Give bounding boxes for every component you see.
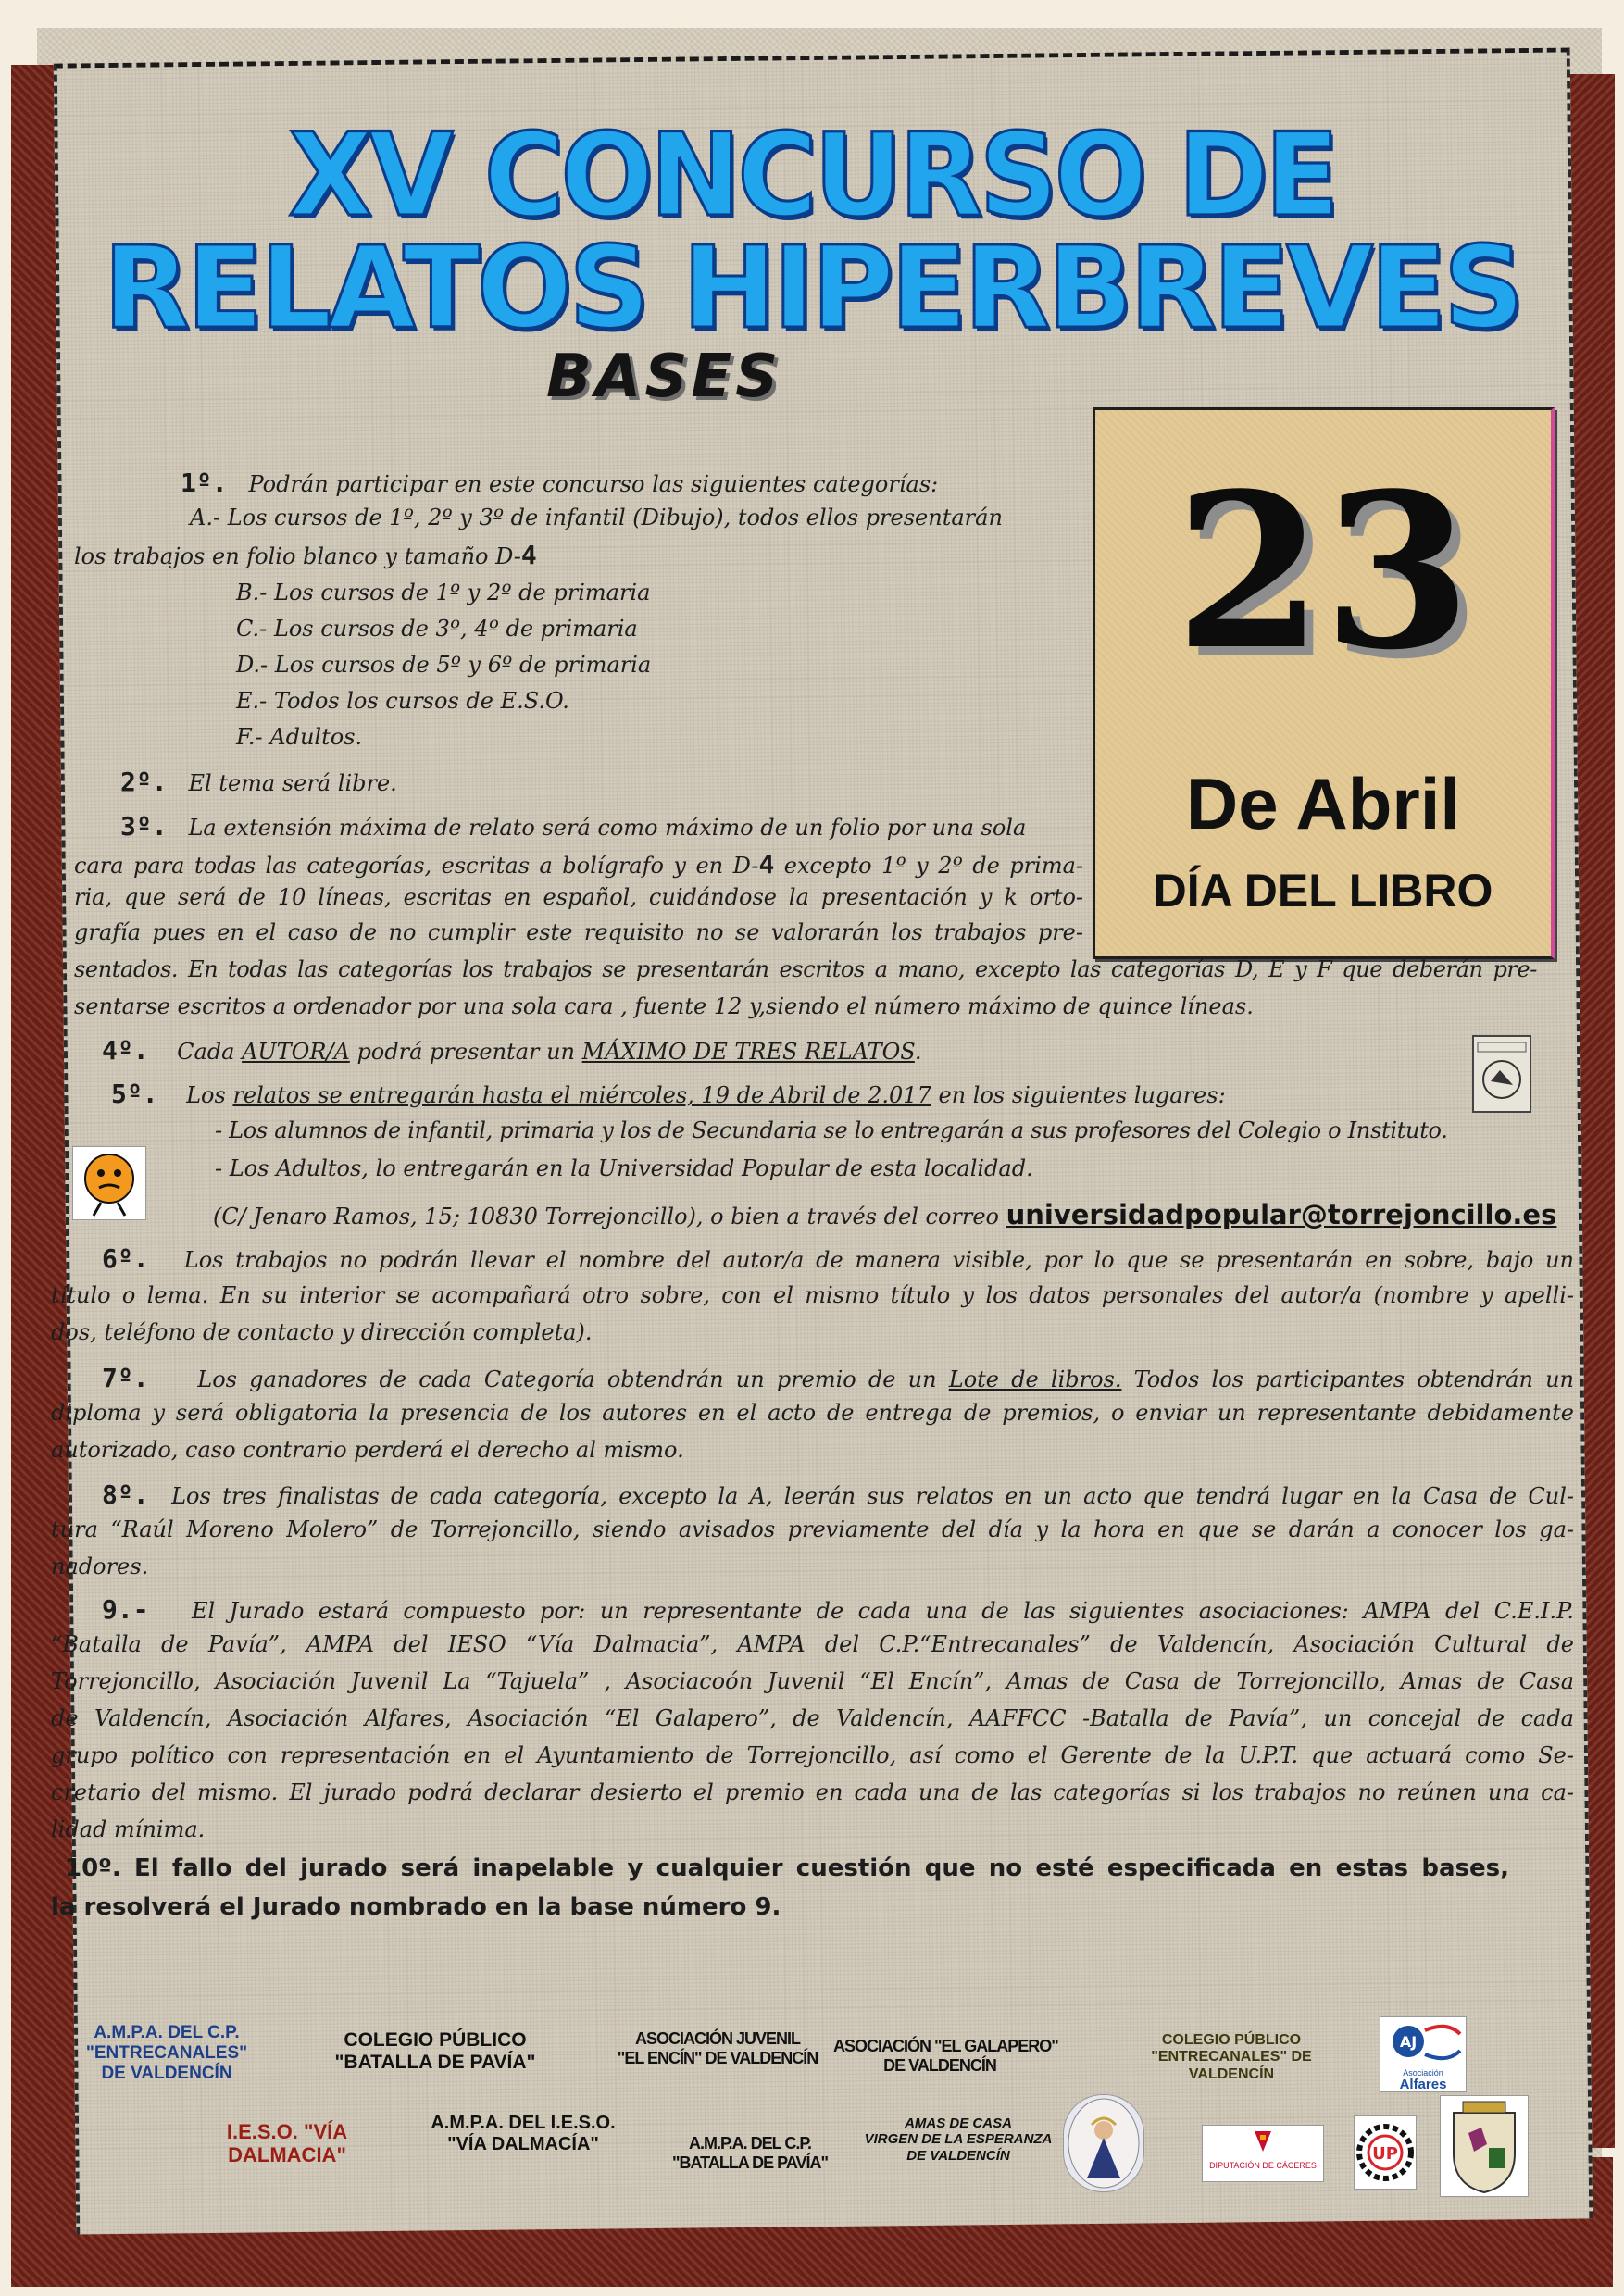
sponsor-text: DALMACIA" bbox=[228, 2143, 346, 2167]
school-stamp-icon bbox=[1472, 1035, 1531, 1113]
rule-2 bbox=[120, 767, 397, 797]
rule-8-line-2: tura “Raúl Moreno Molero” de Torrejoncillo, siendo avisados previamente del día y la hora en que se darán a conocer los ga- bbox=[51, 1516, 1574, 1542]
rule-text: La extensión máxima de relato será como máximo de un folio por una sola bbox=[188, 815, 1027, 841]
rule-text-underlined: AUTOR/A bbox=[242, 1039, 350, 1065]
rule-9-line-7: lidad mínima. bbox=[51, 1816, 206, 1842]
rule-text: El tema será libre. bbox=[188, 770, 397, 796]
subtitle-bases: BASES bbox=[546, 343, 782, 411]
rule-number: 3º. bbox=[120, 811, 168, 842]
rule-7-line-1 bbox=[102, 1363, 1574, 1393]
coat-of-arms-icon bbox=[1440, 2095, 1529, 2197]
rule-number: 9.- bbox=[102, 1594, 149, 1625]
rule-6-line-3: dos, teléfono de contacto y dirección completa). bbox=[51, 1319, 593, 1345]
category-e: E.- Todos los cursos de E.S.O. bbox=[236, 688, 569, 714]
date-day: 23 bbox=[1174, 447, 1472, 697]
rule-3-line-4: grafía pues en el caso de no cumplir este requisito no se valorarán los trabajos pre- bbox=[74, 919, 1083, 945]
sponsor-cp-entrecanales bbox=[1134, 2032, 1329, 2083]
sponsor-text: Asociación bbox=[1403, 2068, 1443, 2078]
rule-8-line-3: nadores. bbox=[51, 1554, 149, 1579]
rule-text: . bbox=[914, 1039, 922, 1065]
category-a-line-2 bbox=[74, 540, 537, 570]
rule-8-line-1 bbox=[102, 1479, 1574, 1510]
rule-5-line-4 bbox=[213, 1199, 1556, 1230]
sponsor-text: DE VALDENCÍN bbox=[883, 2055, 996, 2075]
rule-3-line-5: sentados. En todas las categorías los trabajos se presentarán escritos a mano, excepto las categorías D, E y F que deberán pre- bbox=[74, 956, 1537, 982]
rule-9-line-5: grupo político con representación en el Ayuntamiento de Torrejoncillo, así como el Gerente de la U.P.T. que actuará como Se- bbox=[51, 1742, 1574, 1768]
sponsor-text: "VÍA DALMACÍA" bbox=[447, 2134, 599, 2154]
sponsor-text: "ENTRECANALES" bbox=[85, 2042, 248, 2063]
rule-5-line-3: - Los Adultos, lo entregarán en la Universidad Popular de esta localidad. bbox=[215, 1155, 1033, 1181]
rule-text: los trabajos en folio blanco y tamaño D- bbox=[74, 543, 521, 569]
rule-1-intro bbox=[181, 468, 938, 498]
sponsor-text: "ENTRECANALES" DE bbox=[1151, 2049, 1312, 2065]
rule-text-underlined: relatos se entregarán hasta el miércoles, 19 de Abril de 2.017 bbox=[232, 1082, 931, 1108]
rule-text: (C/ Jenaro Ramos, 15; 10830 Torrejoncillo), o bien a través del correo bbox=[213, 1204, 1006, 1229]
rule-9-line-4: de Valdencín, Asociación Alfares, Asociación “El Galapero”, de Valdencín, AAFFCC -Batalla de Pavía”, un concejal de cada bbox=[51, 1705, 1574, 1731]
rule-text: Cada bbox=[177, 1039, 243, 1065]
rule-10-line-2: la resolverá el Jurado nombrado en la base número 9. bbox=[51, 1893, 781, 1921]
sponsor-ieso-via-dalmacia bbox=[194, 2120, 380, 2167]
rule-3-line-3: ria, que será de 10 líneas, escritas en español, cuidándose la presentación y k orto- bbox=[74, 884, 1083, 910]
rule-6-line-1 bbox=[102, 1243, 1574, 1274]
rule-4 bbox=[102, 1035, 922, 1066]
sponsor-text: AMAS DE CASA bbox=[905, 2115, 1012, 2131]
date-box bbox=[1093, 407, 1555, 959]
rule-number: 8º. bbox=[102, 1479, 149, 1510]
rule-3-line-1 bbox=[120, 811, 1026, 842]
rule-7-line-2: diploma y será obligatoria la presencia de los autores en el acto de entrega de premios, o enviar un representante debidamente bbox=[51, 1400, 1574, 1426]
category-f: F.- Adultos. bbox=[236, 724, 363, 750]
rule-3-line-6: sentarse escritos a ordenador por una sola cara , fuente 12 y,siendo el número máximo de quince líneas. bbox=[74, 993, 1254, 1019]
rule-5-line-1 bbox=[111, 1079, 1226, 1109]
rule-text: podrá presentar un bbox=[349, 1039, 582, 1065]
rule-9-line-6: cretario del mismo. El jurado podrá declarar desierto el premio en cada una de las categorías si los trabajos no reúnen una ca- bbox=[51, 1779, 1574, 1805]
rule-number: 7º. bbox=[102, 1363, 149, 1393]
rule-text: cara para todas las categorías, escritas a bolígrafo y en D- bbox=[74, 853, 759, 879]
sponsor-galapero bbox=[833, 2037, 1058, 2075]
sponsor-amas-de-casa bbox=[852, 2115, 1065, 2164]
rule-number: 1º. bbox=[181, 468, 228, 498]
sponsor-text: DIPUTACIÓN DE CÁCERES bbox=[1209, 2161, 1317, 2170]
sponsor-text: I.E.S.O. "VÍA bbox=[226, 2120, 348, 2143]
sponsor-text: COLEGIO PÚBLICO bbox=[1161, 2032, 1302, 2048]
virgin-image-icon bbox=[1063, 2094, 1144, 2192]
sponsor-ampa-entrecanales bbox=[65, 2023, 269, 2084]
sponsor-text: DE VALDENCÍN bbox=[101, 2063, 232, 2083]
rule-number: 5º. bbox=[111, 1079, 158, 1109]
category-c: C.- Los cursos de 3º, 4º de primaria bbox=[236, 616, 638, 642]
sponsor-text: COLEGIO PÚBLICO bbox=[344, 2029, 527, 2051]
rule-7-line-3: autorizado, caso contrario perderá el derecho al mismo. bbox=[51, 1437, 684, 1463]
sponsor-ampa-batalla-pavia bbox=[648, 2134, 852, 2172]
email-link[interactable]: universidadpopular@torrejoncillo.es bbox=[1006, 1199, 1557, 1230]
title-line-2: RELATOS HIPERBREVES bbox=[103, 222, 1521, 354]
rule-9-line-2: “Batalla de Pavía”, AMPA del IESO “Vía Dalmacia”, AMPA del C.P.“Entrecanales” de Valdencín, Asociación Cultural de bbox=[51, 1631, 1574, 1657]
diputacion-caceres-logo bbox=[1202, 2125, 1324, 2182]
category-b: B.- Los cursos de 1º y 2º de primaria bbox=[236, 580, 651, 605]
cartoon-face-icon bbox=[72, 1146, 146, 1220]
sponsor-text: VALDENCÍN bbox=[1188, 2065, 1275, 2082]
sponsor-asoc-juvenil-encin bbox=[616, 2029, 819, 2067]
rule-text-underlined: MÁXIMO DE TRES RELATOS bbox=[581, 1039, 915, 1065]
sponsor-text: "EL ENCÍN" DE VALDENCÍN bbox=[617, 2048, 818, 2067]
sponsor-ampa-ieso bbox=[412, 2113, 634, 2155]
rule-text: Los trabajos no podrán llevar el nombre del autor/a de manera visible, por lo que se presentarán en sobre, bajo un bbox=[183, 1247, 1574, 1273]
rule-text: en los siguientes lugares: bbox=[931, 1082, 1226, 1108]
sponsor-text: Alfares bbox=[1399, 2077, 1447, 2092]
sponsor-text: "BATALLA DE PAVÍA" bbox=[671, 2152, 829, 2172]
alfares-logo bbox=[1380, 2016, 1467, 2092]
category-a-line-1: A.- Los cursos de 1º, 2º y 3º de infantil (Dibujo), todos ellos presentarán bbox=[190, 505, 1003, 530]
sponsor-cp-batalla-pavia bbox=[324, 2029, 546, 2074]
category-d: D.- Los cursos de 5º y 6º de primaria bbox=[236, 652, 652, 678]
sponsor-text: ASOCIACIÓN "EL GALAPERO" bbox=[833, 2037, 1058, 2055]
rule-text: Todos los participantes obtendrán un bbox=[1121, 1366, 1575, 1392]
rule-3-line-2 bbox=[74, 849, 1083, 880]
rule-text: El Jurado estará compuesto por: un representante de cada una de las siguientes asociaciones: AMPA del C.E.I.P. bbox=[191, 1598, 1574, 1624]
svg-text:AJ: AJ bbox=[1399, 2033, 1418, 2051]
sponsor-text: A.M.P.A. DEL I.E.S.O. bbox=[431, 2113, 616, 2133]
date-month: De Abril bbox=[1185, 763, 1461, 844]
sponsor-text: VIRGEN DE LA ESPERANZA bbox=[864, 2131, 1053, 2148]
rule-text: Los ganadores de cada Categoría obtendrán un premio de un bbox=[197, 1366, 949, 1392]
rule-number: 6º. bbox=[102, 1243, 149, 1274]
rule-text: Los bbox=[186, 1082, 233, 1108]
rule-text: Los tres finalistas de cada categoría, excepto la A, leerán sus relatos en un acto que tendrá lugar en la Casa de Cul- bbox=[171, 1483, 1574, 1509]
rule-text-bold: 4 bbox=[520, 540, 537, 570]
rule-text: excepto 1º y 2º de prima- bbox=[774, 853, 1083, 879]
title-line-1: XV CONCURSO DE bbox=[288, 107, 1336, 243]
upt-logo-text: UP bbox=[1372, 2144, 1398, 2164]
sponsor-text: ASOCIACIÓN JUVENIL bbox=[634, 2029, 801, 2048]
rule-10-line-1: 10º. El fallo del jurado será inapelable y cualquier cuestión que no esté especificada en estas bases, bbox=[65, 1854, 1509, 1882]
rule-text-bold: 4 bbox=[758, 849, 775, 880]
sponsor-text: DE VALDENCÍN bbox=[906, 2147, 1010, 2164]
rule-6-line-2: título o lema. En su interior se acompañará otro sobre, con el mismo título y los datos personales del autor/a (nombre y apelli- bbox=[51, 1282, 1574, 1308]
upt-logo bbox=[1354, 2115, 1417, 2190]
rule-number: 4º. bbox=[102, 1035, 149, 1066]
sponsor-text: A.M.P.A. DEL C.P. bbox=[94, 2023, 240, 2042]
rule-text: Podrán participar en este concurso las siguientes categorías: bbox=[248, 471, 939, 497]
date-caption: DÍA DEL LIBRO bbox=[1153, 865, 1493, 917]
rule-9-line-1 bbox=[102, 1594, 1574, 1625]
rule-text-underlined: Lote de libros. bbox=[948, 1366, 1122, 1392]
sponsor-text: A.M.P.A. DEL C.P. bbox=[688, 2134, 812, 2152]
rule-5-line-2: - Los alumnos de infantil, primaria y los de Secundaria se lo entregarán a sus profesores del Colegio o Instituto. bbox=[215, 1117, 1448, 1143]
sponsor-text: "BATALLA DE PAVÍA" bbox=[334, 2052, 536, 2074]
rule-9-line-3: Torrejoncillo, Asociación Juvenil La “Tajuela” , Asociacoón Juvenil “El Encín”, Amas de Casa de Torrejoncillo, Amas de Casa bbox=[51, 1668, 1574, 1694]
rule-number: 2º. bbox=[120, 767, 168, 797]
